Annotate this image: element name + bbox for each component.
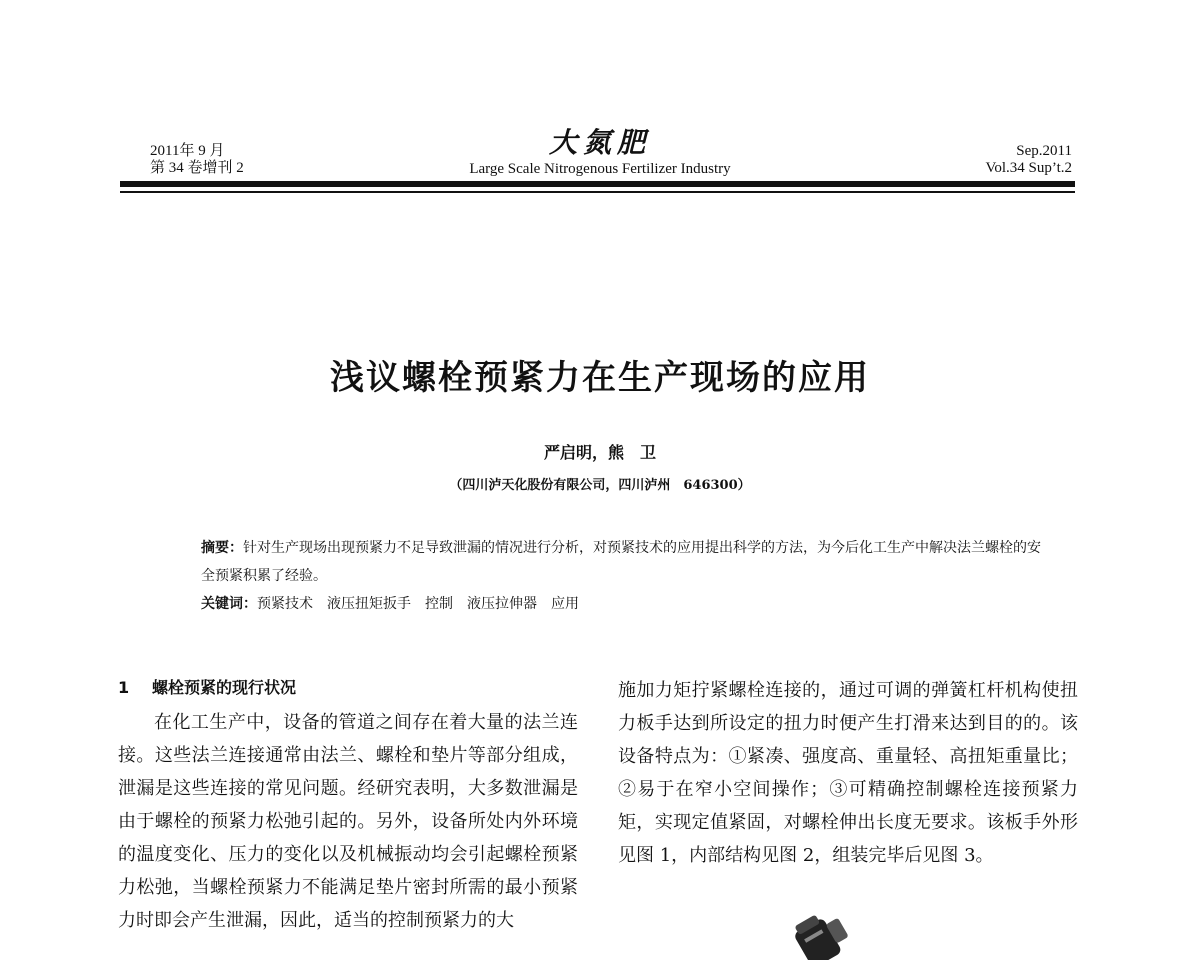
article-authors: 严启明，熊 卫	[543, 443, 656, 462]
section-number: 1	[118, 678, 130, 697]
header-left	[150, 143, 244, 177]
body-column-left	[118, 674, 578, 937]
body-paragraph-left: 在化工生产中，设备的管道之间存在着大量的法兰连接。这些法兰连接通常由法兰、螺栓和垫片等部分组成，泄漏是这些连接的常见问题。经研究表明，大多数泄漏是由于螺栓的预紧力松弛引起的。另外，设备所处内外环境的温度变化、压力的变化以及机械振动均会引起螺栓预紧力松弛，当螺栓预紧力不能满足垫片密封所需的最小预紧力时即会产生泄漏，因此，适当的控制预紧力的大	[118, 712, 578, 931]
section-heading	[118, 674, 578, 702]
wrench-photo-figure	[775, 900, 870, 960]
issue-volume-cn: 第 34 卷增刊 2	[150, 160, 244, 176]
section-title: 螺栓预紧的现行状况	[152, 678, 297, 697]
keywords-paragraph	[163, 590, 1043, 618]
journal-logo: 大氮肥	[548, 126, 651, 159]
abstract-text: 针对生产现场出现预紧力不足导致泄漏的情况进行分析，对预紧技术的应用提出科学的方法，为今后化工生产中解决法兰螺栓的安全预紧积累了经验。	[201, 540, 1041, 584]
keywords-label: 关键词：	[201, 596, 257, 612]
body-column-right	[618, 674, 1078, 872]
issue-date-en: Sep.2011	[1016, 143, 1072, 159]
journal-name-en: Large Scale Nitrogenous Fertilizer Industry	[469, 161, 731, 177]
header-rule-thick	[120, 181, 1075, 187]
body-paragraph-right: 施加力矩拧紧螺栓连接的，通过可调的弹簧杠杆机构使扭力板手达到所设定的扭力时便产生打滑来达到目的的。该设备特点为：①紧凑、强度高、重量轻、高扭矩重量比；②易于在窄小空间操作；③可精确控制螺栓连接预紧力矩，实现定值紧固，对螺栓伸出长度无要求。该板手外形见图 1，内部结构见图 2，组装完毕后见图 3。	[618, 680, 1078, 866]
abstract-block	[163, 534, 1043, 618]
abstract-paragraph	[163, 534, 1043, 590]
issue-date-cn: 2011年 9 月	[150, 143, 225, 159]
article-affiliation: （四川泸天化股份有限公司，四川泸州 646300）	[449, 478, 751, 493]
journal-masthead	[400, 128, 800, 178]
keywords-text: 预紧技术 液压扭矩扳手 控制 液压拉伸器 应用	[257, 596, 579, 612]
article-title: 浅议螺栓预紧力在生产现场的应用	[330, 358, 870, 398]
abstract-label: 摘要：	[201, 540, 243, 556]
issue-volume-en: Vol.34 Sup’t.2	[985, 160, 1072, 176]
header-rule-thin	[120, 191, 1075, 193]
header-right	[985, 143, 1072, 177]
